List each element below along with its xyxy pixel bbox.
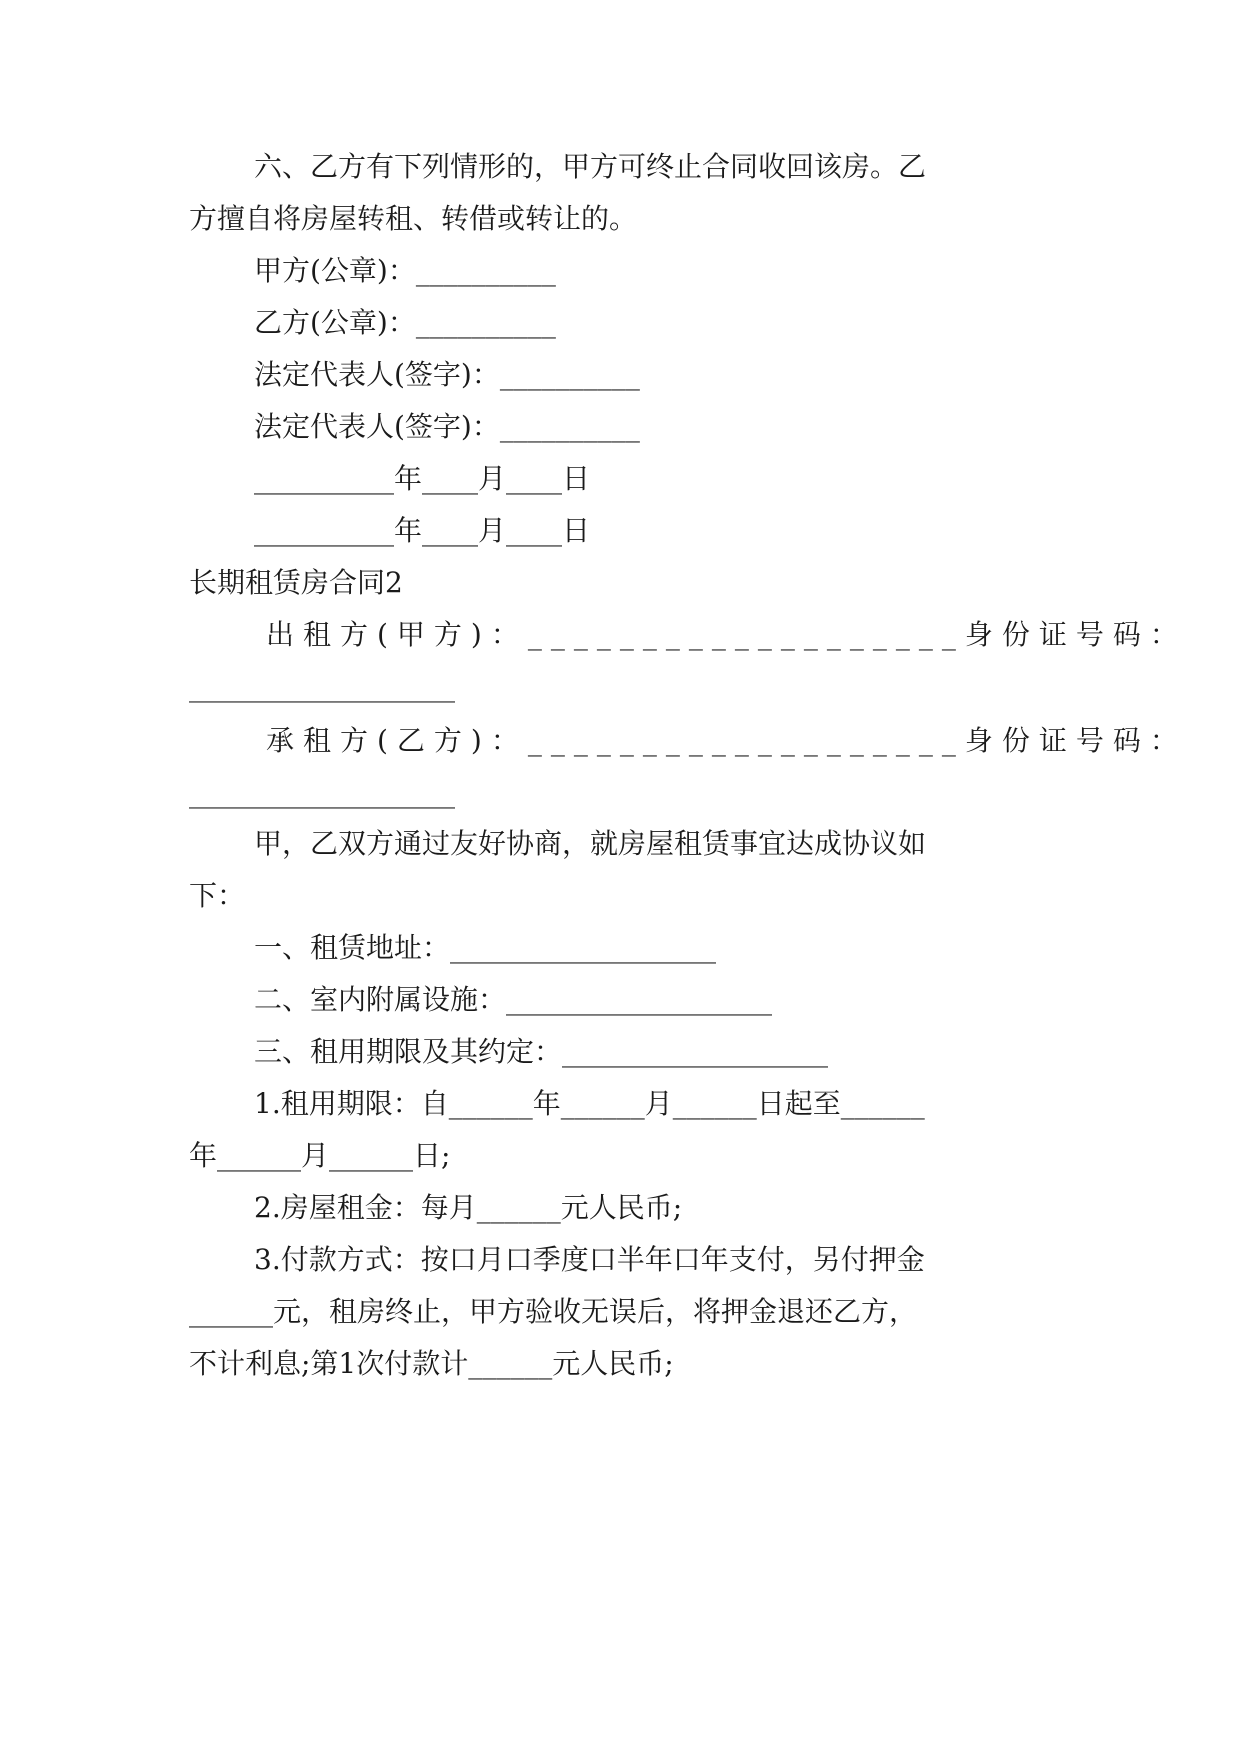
item-facilities: 二、室内附属设施：___________________	[254, 983, 773, 1016]
signature-date-2: __________年____月____日	[254, 514, 591, 547]
legal-rep-signature-1: 法定代表人(签字)：__________	[254, 358, 640, 391]
lessee-id-blank: ___________________	[189, 776, 455, 809]
intro-line2: 下：	[189, 879, 246, 912]
term-line1: 1.租用期限：自______年______月______日起至______	[254, 1087, 925, 1120]
item-lease-term: 三、租用期限及其约定：___________________	[254, 1035, 829, 1068]
section6-line1: 六、乙方有下列情形的，甲方可终止合同收回该房。乙	[254, 150, 927, 183]
contract-title: 长期租赁房合同2	[189, 566, 403, 599]
lessee-line: 承租方(乙方)：___________________身份证号码：	[266, 724, 1187, 757]
intro-line1: 甲，乙双方通过友好协商，就房屋租赁事宜达成协议如	[254, 827, 927, 860]
term-line2: 年______月______日;	[189, 1139, 451, 1172]
payment-line3: 不计利息;第1次付款计______元人民币;	[189, 1347, 674, 1380]
section6-line2: 方擅自将房屋转租、转借或转让的。	[189, 202, 638, 235]
rent-line: 2.房屋租金：每月______元人民币;	[254, 1191, 683, 1224]
lessor-id-blank: ___________________	[189, 670, 455, 703]
item-lease-address: 一、租赁地址：___________________	[254, 931, 717, 964]
payment-line1: 3.付款方式：按口月口季度口半年口年支付，另付押金	[254, 1243, 925, 1276]
lessor-line: 出租方(甲方)：___________________身份证号码：	[266, 618, 1187, 651]
party-b-seal: 乙方(公章)：__________	[254, 306, 556, 339]
payment-line2: ______元，租房终止，甲方验收无误后，将押金退还乙方，	[189, 1295, 918, 1328]
legal-rep-signature-2: 法定代表人(签字)：__________	[254, 410, 640, 443]
party-a-seal: 甲方(公章)：__________	[254, 254, 556, 287]
signature-date-1: __________年____月____日	[254, 462, 591, 495]
